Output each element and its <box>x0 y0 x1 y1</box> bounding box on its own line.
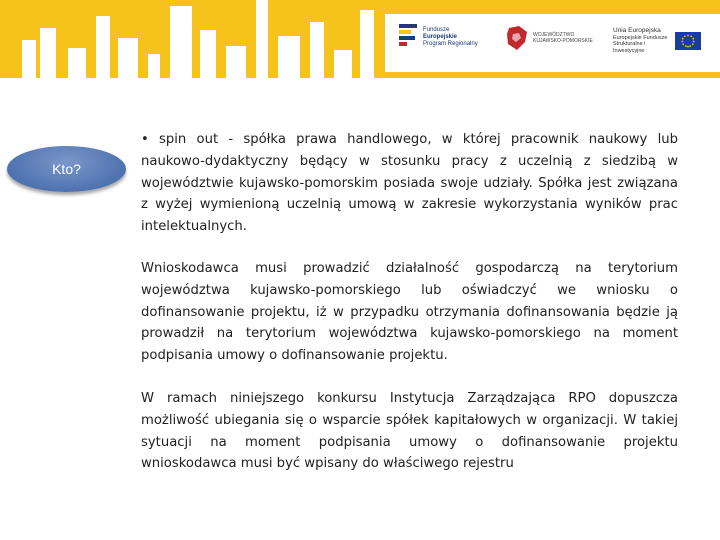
fe-line3: Program Regionalny <box>423 40 478 47</box>
decor-block <box>334 50 352 78</box>
decor-block <box>256 0 268 78</box>
fundusze-europejskie-logo <box>397 24 478 50</box>
unia-europejska-logo <box>613 28 701 54</box>
decor-block <box>310 22 324 78</box>
decor-block <box>68 48 86 78</box>
header-banner <box>0 0 720 78</box>
decor-block <box>360 10 374 78</box>
ue-title: Unia Europejska <box>613 27 661 34</box>
decor-block <box>148 54 160 78</box>
decor-block <box>118 38 138 78</box>
kujawsko-pomorskie-logo <box>505 24 593 52</box>
paragraph-spin-out <box>141 129 678 238</box>
paragraph-text: Wnioskodawca musi prowadzić działalność gospodarczą na terytorium województwa kujawsko-pomorskiego lub oświadczyć we wniosku o dofinansowanie projektu, iż w przypadku otrzymania dofinansowania będzie ją prowadził na terytorium województwa kujawsko-pomorskiego na moment podpisania umowy o dofinansowanie projektu. <box>141 261 678 364</box>
decor-block <box>40 28 56 78</box>
decor-block <box>170 6 192 78</box>
kto-badge: Kto? <box>7 146 126 192</box>
decor-block <box>278 36 300 78</box>
logo-strip <box>385 14 720 72</box>
region-map-icon <box>505 24 529 52</box>
decor-block <box>200 30 216 78</box>
paragraph-text: W ramach niniejszego konkursu Instytucja Zarządzająca RPO dopuszcza możliwość ubiegania się o wsparcie spółek kapitałowych w organizacji. W takiej sytuacji na moment podpisania umowy o dofinansowanie projektu wnioskodawca musi być wpisany do właściwego rejestru <box>141 391 678 472</box>
kp-line1: WOJEWÓDZTWO <box>533 32 575 38</box>
paragraph-text: • spin out - spółka prawa handlowego, w której pracownik naukowy lub naukowo-dydaktyczny będący w stosunku pracy z uczelnią z siedzibą w województwie kujawsko-pomorskim posiada swoje udziały. Spółka jest związana z wyżej wymienioną uczelnią umową w zakresie wykorzystania wyników prac intelektualnych. <box>141 132 678 235</box>
decor-block <box>226 46 246 78</box>
kp-line2: KUJAWSKO-POMORSKIE <box>533 38 593 44</box>
decor-block <box>96 16 110 78</box>
eu-flag-icon <box>675 32 701 50</box>
fe-line2: Europejskie <box>423 33 458 40</box>
ue-line2: Strukturalne i Inwestycyjne <box>613 41 646 54</box>
paragraph-konkurs <box>141 388 678 475</box>
fe-line1: Fundusze <box>423 26 450 33</box>
fe-logo-icon <box>397 24 419 50</box>
decor-block <box>22 40 36 78</box>
paragraph-wnioskodawca <box>141 258 678 367</box>
ue-line1: Europejskie Fundusze <box>613 34 668 41</box>
